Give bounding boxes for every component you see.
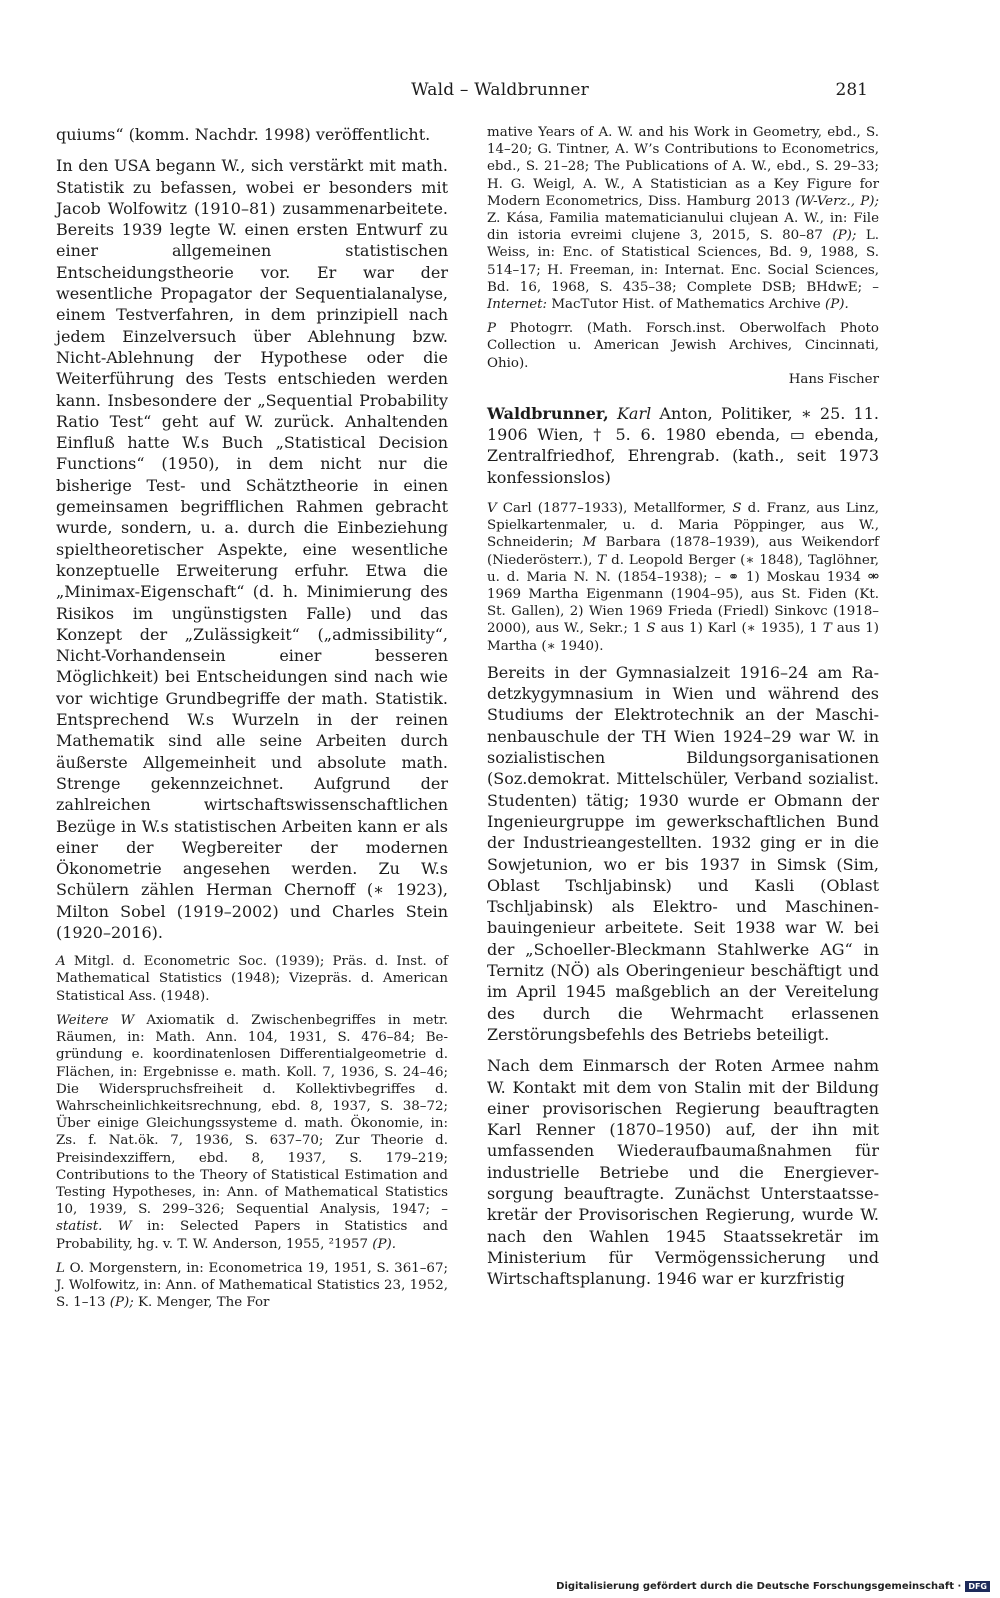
entry-heading: Waldbrunner, Karl Anton, Politiker, ∗ 25. 11. 1906 Wien, † 5. 6. 1980 ebenda, ▭ ebenda, Zentralfriedhof, Ehrengrab. (kath., seit 1973 konfessionslos) — [487, 403, 879, 487]
paragraph: Nach dem Einmarsch der Roten Armee nahm W. Kontakt mit dem von Stalin mit der Bildung einer provisorischen Regierung beauftragten Karl Renner (1870–1950) auf, der ihn mit umfassenden Wiederaufbaumaßnahmen für industrielle Betriebe und die Energieversorgung beauftragte. Zunächst Unterstaatssekretär der Provisorischen Regierung, wurde W. nach den Wahlen 1945 Staatssekretär im Ministerium für Vermögenssicherung und Wirtschaftsplanung. 1946 war er kurzfristig — [487, 1056, 879, 1289]
right-column — [487, 124, 879, 1299]
genealogy-label: V — [487, 501, 497, 517]
entry-name: Waldbrunner, — [487, 403, 609, 423]
literature-continued: mative Years of A. W. and his Work in Geometry, ebd., S. 14–20; G. Tintner, A. W’s Contributions to Econometrics, ebd., S. 21–28; The Publications of A. W., ebd., S. 29–33; H. G. Weigl, A. W., A Statistician as a Key Figure for Modern Econometrics, Diss. Hamburg 2013 (W-Verz., P); Z. Kása, Familia matematicianului clujean A. W., in: File din istoria evreimi clujene 3, 2015, S. 80–87 (P); L. Weiss, in: Enc. of Statistical Sciences, Bd. 9, 1988, S. 514–17; H. Freeman, in: Internat. Enc. Social Sciences, Bd. 16, 1968, S. 435–38; Complete DSB; BHdwE; – Internet: MacTutor Hist. of Mathematics Archive (P). — [487, 125, 880, 313]
paragraph: quiums“ (komm. Nachdr. 1998) veröffentlicht. — [56, 125, 431, 144]
awards-label: A — [56, 954, 66, 970]
author-signature: Hans Fischer — [788, 371, 879, 387]
paragraph: In den USA begann W., sich verstärkt mit math. Statistik zu befassen, wobei er besonders mit Jacob Wolfowitz (1910–81) zusammenarbeitete. Bereits 1939 legte W. einen ersten Entwurf zu einer allgemeinen statistischen Entscheidungstheorie vor. Er war der wesentliche Propagator der Sequentialanalyse, einem Testverfahren, in dem prinzipiell nach jedem Einzelversuch über Ablehnung bzw. Nicht-Ablehnung der Hypothese oder die Weiterführung des Tests entschieden werden kann. Insbesondere der „Sequential Probability Ratio Test“ geht auf W. zurück. Anhaltenden Einfluß hatte W.s Buch „Statistical Decision Functions“ (1950), in dem nicht nur die bisherige Test- und Schätztheorie in einen gemeinsamen begrifflichen Rahmen gebracht wurde, sondern, u. a. durch die Einbeziehung spieltheoretischer Aspekte, eine wesentliche konzeptuelle Erweiterung erfuhr. Etwa die „Minimax-Eigenschaft“ (d. h. Minimierung des Risikos im ungünstigsten Falle) und das Konzept der „Zulässigkeit“ („admissibility“, Nicht-Vorhandensein einer besseren Möglichkeit) bei Entscheidungen sind nach wie vor wichtige Grundbegriffe der math. Statistik. Entsprechend W.s Wurzeln in der reinen Mathematik sind alle seine Arbeiten durch äußerste Allgemeinheit und absolute math. Strenge gekennzeichnet. Aufgrund der zahlreichen wirtschaftswissenschaftlichen Bezüge in W.s statistischen Arbeiten kann er als einer der Wegbereiter der modernen Ökonometrie angesehen werden. Zu W.s Schülern zählen Herman Chernoff (∗ 1923), Milton Sobel (1919–2002) und Charles Stein (1920–2016). — [56, 156, 448, 942]
works-label: Weitere W — [56, 1012, 135, 1028]
page-number: 281 — [835, 80, 868, 100]
genealogy-note: V Carl (1877–1933), Metallformer, S d. Franz, aus Linz, Spielkartenmaler, u. d. Maria Pöppinger, aus W., Schneiderin; M Barbara (1878–1939), aus Weikendorf (Niederösterr.), T d. Leopold Berger (∗ 1848), Taglöhner, u. d. Maria N. N. (1854–1938); – ⚭ 1) Moskau 1934 ⚮ 1969 Martha Eigenmann (1904–95), aus St. Fiden (Kt. St. Gallen), 2) Wien 1969 Frieda (Friedl) Sinkovc (1918–2000), aus W., Sekr.; 1 S aus 1) Karl (∗ 1935), 1 T aus 1) Martha (∗ 1940). — [487, 501, 880, 654]
left-column — [56, 124, 448, 1318]
dfg-logo: DFG — [965, 1581, 990, 1592]
paragraph: Bereits in der Gymnasialzeit 1916–24 am Radetzkygymnasium in Wien und während des Studiums der Elektrotechnik an der Maschinenbauschule der TH Wien 1924–29 war W. in sozialistischen Bildungsorganisationen (Soz.demokrat. Mittelschüler, Verband sozialist. Studenten) tätig; 1930 wurde er Obmann der Ingenieurgruppe im gewerkschaftlichen Bund der Industrieangestellten. 1932 ging er in die Sowjetunion, wo er bis 1937 in Simsk (Sim, Oblast Tschljabinsk) und Kasli (Oblast Tschljabinsk) als Elektro- und Maschinenbauingenieur arbeitete. Seit 1938 war W. bei der „Schoeller-Bleckmann Stahlwerke AG“ in Ternitz (NÖ) als Oberingenieur beschäftigt und im April 1945 maßgeblich an der Vereitelung des durch die Wehrmacht erlassenen Zerstörungsbefehls des Betriebs beteiligt. — [487, 662, 879, 1044]
literature-label: L — [56, 1260, 65, 1276]
literature-note: L O. Morgenstern, in: Econometrica 19, 1951, S. 361–67; J. Wolfowitz, in: Ann. of Mathematical Statistics 23, 1952, S. 1–13 (P); K. Menger, The For — [56, 1260, 448, 1311]
running-head: Wald – Waldbrunner — [411, 80, 589, 100]
funding-footer — [556, 1581, 990, 1592]
awards-note: A Mitgl. d. Econometric Soc. (1939); Präs. d. Inst. of Mathematical Statistics (1948); Vizepräs. d. American Statistical Ass. (1948). — [56, 954, 448, 1004]
works-note: Weitere W Axiomatik d. Zwischenbegriffes in metr. Räumen, in: Math. Ann. 104, 1931, S. 476–84; Begründung e. koordinatenlosen Differentialgeometrie d. Flächen, in: Ergebnisse e. math. Koll. 7, 1936, S. 24–46; Die Widerspruchsfreiheit d. Kollektivbegriffes d. Wahrscheinlichkeitsrechnung, ebd. 8, 1937, S. 38–72; Über einige Gleichungssysteme d. math. Ökonomie, in: Zs. f. Nat.ök. 7, 1936, S. 637–70; Zur Theorie d. Preisindexziffern, ebd. 8, 1937, S. 179–219; Contributions to the Theory of Statistical Estimation and Testing Hypotheses, in: Ann. of Mathematical Statistics 10, 1939, S. 299–326; Sequential Analysis, 1947; – statist. W in: Selected Papers in Statistics and Probability, hg. v. T. W. Anderson, 1955, ²1957 (P). — [56, 1012, 448, 1252]
footer-text: Digitalisierung gefördert durch die Deutsche Forschungsgemeinschaft · — [556, 1581, 962, 1592]
photo-label: P — [487, 321, 497, 337]
photo-note: P Photogrr. (Math. Forsch.inst. Oberwolfach Photo Collection u. American Jewish Archives, Cincinnati, Ohio). — [487, 321, 879, 371]
